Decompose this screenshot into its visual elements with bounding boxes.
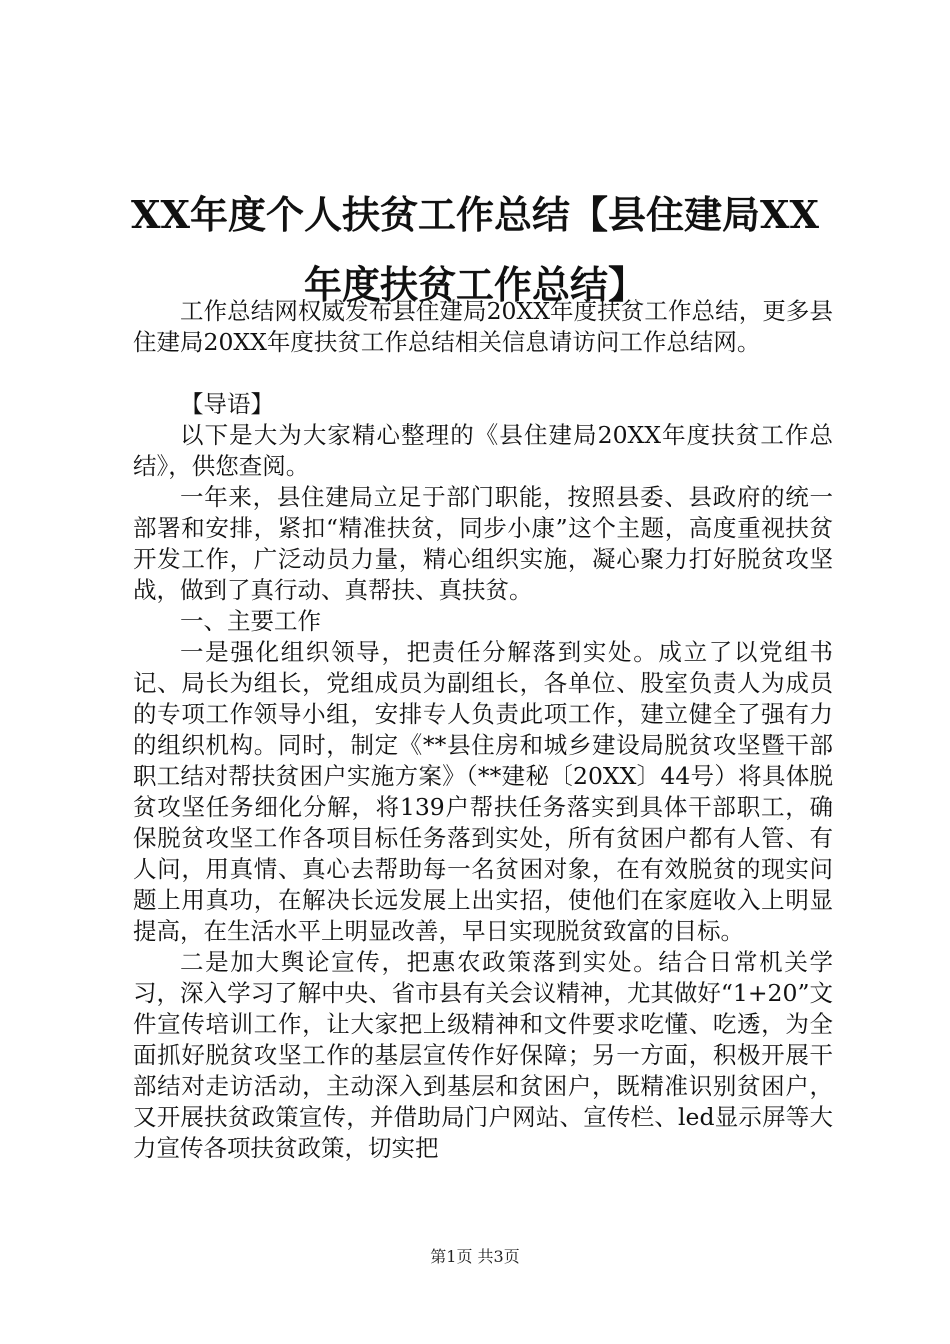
organization-paragraph: 一是强化组织领导，把责任分解落到实处。成立了以党组书记、局长为组长，党组成员为副组长，各单位、股室负责人为成员的专项工作领导小组，安排专人负责此项工作，建立健全了强有力的组织机构。同时，制定《**县住房和城乡建设局脱贫攻坚暨干部职工结对帮扶贫困户实施方案》（**建秘〔20XX〕44号）将具体脱贫攻坚任务细化分解，将139户帮扶任务落实到具体干部职工，确保脱贫攻坚工作各项目标任务落到实处，所有贫困户都有人管、有人问，用真情、真心去帮助每一名贫困对象，在有效脱贫的现实问题上用真功，在解决长远发展上出实招，使他们在家庭收入上明显提高，在生活水平上明显改善，早日实现脱贫致富的目标。 (133, 638, 833, 945)
page-footer: 第1页 共3页 (430, 1247, 520, 1266)
document-body (133, 296, 833, 1164)
document-title: XX年度个人扶贫工作总结【县住建局XX年度扶贫工作总结】 (131, 192, 819, 307)
overview-paragraph: 一年来，县住建局立足于部门职能，按照县委、县政府的统一部署和安排，紧扣“精准扶贫，同步小康”这个主题，高度重视扶贫开发工作，广泛动员力量，精心组织实施，凝心聚力打好脱贫攻坚战，做到了真行动、真帮扶、真扶贫。 (133, 483, 833, 604)
guide-heading: 【导语】 (180, 390, 274, 418)
publicity-paragraph: 二是加大舆论宣传，把惠农政策落到实处。结合日常机关学习，深入学习了解中央、省市县有关会议精神，尤其做好“1+20”文件宣传培训工作，让大家把上级精神和文件要求吃懂、吃透，为全面抓好脱贫攻坚工作的基层宣传作好保障；另一方面，积极开展干部结对走访活动，主动深入到基层和贫困户，既精准识别贫困户，又开展扶贫政策宣传，并借助局门户网站、宣传栏、led显示屏等大力宣传各项扶贫政策，切实把 (133, 948, 833, 1162)
intro-paragraph: 工作总结网权威发布县住建局20XX年度扶贫工作总结，更多县住建局20XX年度扶贫工作总结相关信息请访问工作总结网。 (133, 297, 833, 356)
section-heading-main-work: 一、主要工作 (180, 607, 321, 635)
guide-paragraph: 以下是大为大家精心整理的《县住建局20XX年度扶贫工作总结》，供您查阅。 (133, 421, 833, 480)
